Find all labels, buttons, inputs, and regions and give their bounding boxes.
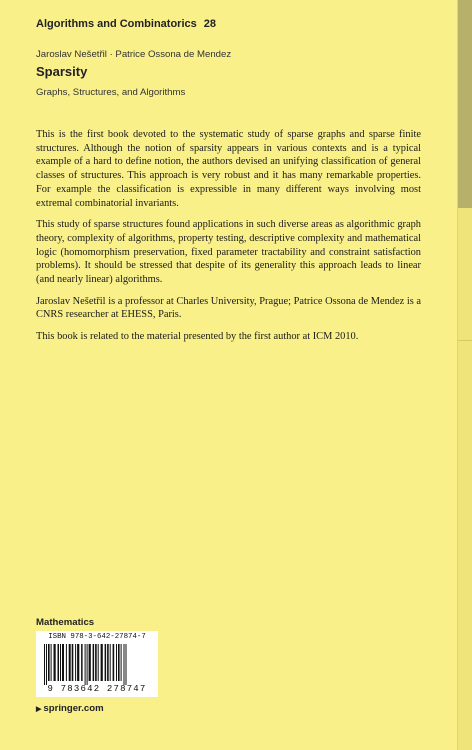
- barcode-bar: [124, 644, 125, 685]
- barcode: [36, 631, 158, 697]
- blurb-paragraph: Jaroslav Nešetřil is a professor at Charles University, Prague; Patrice Ossona de Mendez is a CNRS researcher at EHESS, Paris.: [36, 295, 421, 321]
- publisher-name: springer.com: [43, 703, 104, 714]
- arrow-icon: ▶: [36, 706, 42, 713]
- barcode-bar: [85, 644, 86, 685]
- barcode-bar: [126, 644, 127, 685]
- blurb-paragraph: This is the first book devoted to the systematic study of sparse graphs and sparse finite structures. Although the notion of sparsity appears in various contexts and is a typical example of a hard to define notion, the authors devised an unifying classification of general classes of structures. This approach is very robust and it has many remarkable properties. For example the classification is expressible in many different ways involving most extremal combinatorial invariants.: [36, 129, 421, 209]
- barcode-bar: [110, 644, 111, 681]
- barcode-bar: [66, 644, 67, 681]
- barcode-bar: [121, 644, 122, 681]
- barcode-bar: [81, 644, 83, 681]
- barcode-bar: [89, 644, 91, 681]
- barcode-bar: [58, 644, 60, 681]
- series-heading: [36, 18, 216, 30]
- barcode-bar: [105, 644, 107, 681]
- publisher-link[interactable]: [36, 703, 104, 714]
- barcode-bar: [95, 644, 97, 681]
- barcode-bar: [118, 644, 120, 681]
- spine-divider: [457, 0, 458, 750]
- barcode-digits: 9 783642 278747: [47, 684, 147, 694]
- barcode-bars: [44, 644, 154, 685]
- barcode-bar: [69, 644, 71, 681]
- barcode-bar: [107, 644, 109, 681]
- blurb: [36, 128, 421, 352]
- barcode-bar: [116, 644, 117, 681]
- isbn-text: ISBN 978-3-642-27874-7: [48, 633, 146, 641]
- authors-line: Jaroslav Nešetřil · Patrice Ossona de Mendez: [36, 49, 232, 60]
- book-title: Sparsity: [36, 64, 88, 79]
- barcode-bar: [72, 644, 74, 681]
- barcode-bar: [51, 644, 52, 681]
- barcode-bar: [75, 644, 76, 681]
- subject-label: Mathematics: [36, 617, 95, 628]
- barcode-bar: [44, 644, 45, 685]
- blurb-paragraph: This study of sparse structures found applications in such diverse areas as algorithmic graph theory, complexity of algorithms, property testing, descriptive complexity and mathematical logic (homomorphism preservation, fixed parameter tractability and constraint satisfaction problems). It should be stressed that despite of its generality this approach leads to linear (and nearly linear) algorithms.: [36, 219, 421, 286]
- barcode-bar: [60, 644, 61, 681]
- barcode-bar: [98, 644, 99, 681]
- barcode-bar: [46, 644, 47, 685]
- barcode-bar: [87, 644, 88, 685]
- barcode-bar: [48, 644, 50, 681]
- barcode-bar: [62, 644, 64, 681]
- barcode-bar: [101, 644, 103, 681]
- blurb-paragraph: This book is related to the material presented by the first author at ICM 2010.: [36, 331, 359, 343]
- barcode-bar: [93, 644, 95, 681]
- barcode-bar: [54, 644, 56, 681]
- spine-tick: [458, 340, 472, 341]
- book-subtitle: Graphs, Structures, and Algorithms: [36, 87, 186, 98]
- series-number: 28: [203, 18, 216, 30]
- barcode-bar: [77, 644, 79, 681]
- spine-gray-block: [458, 0, 472, 208]
- barcode-bar: [113, 644, 115, 681]
- series-name: Algorithms and Combinatorics: [36, 18, 197, 30]
